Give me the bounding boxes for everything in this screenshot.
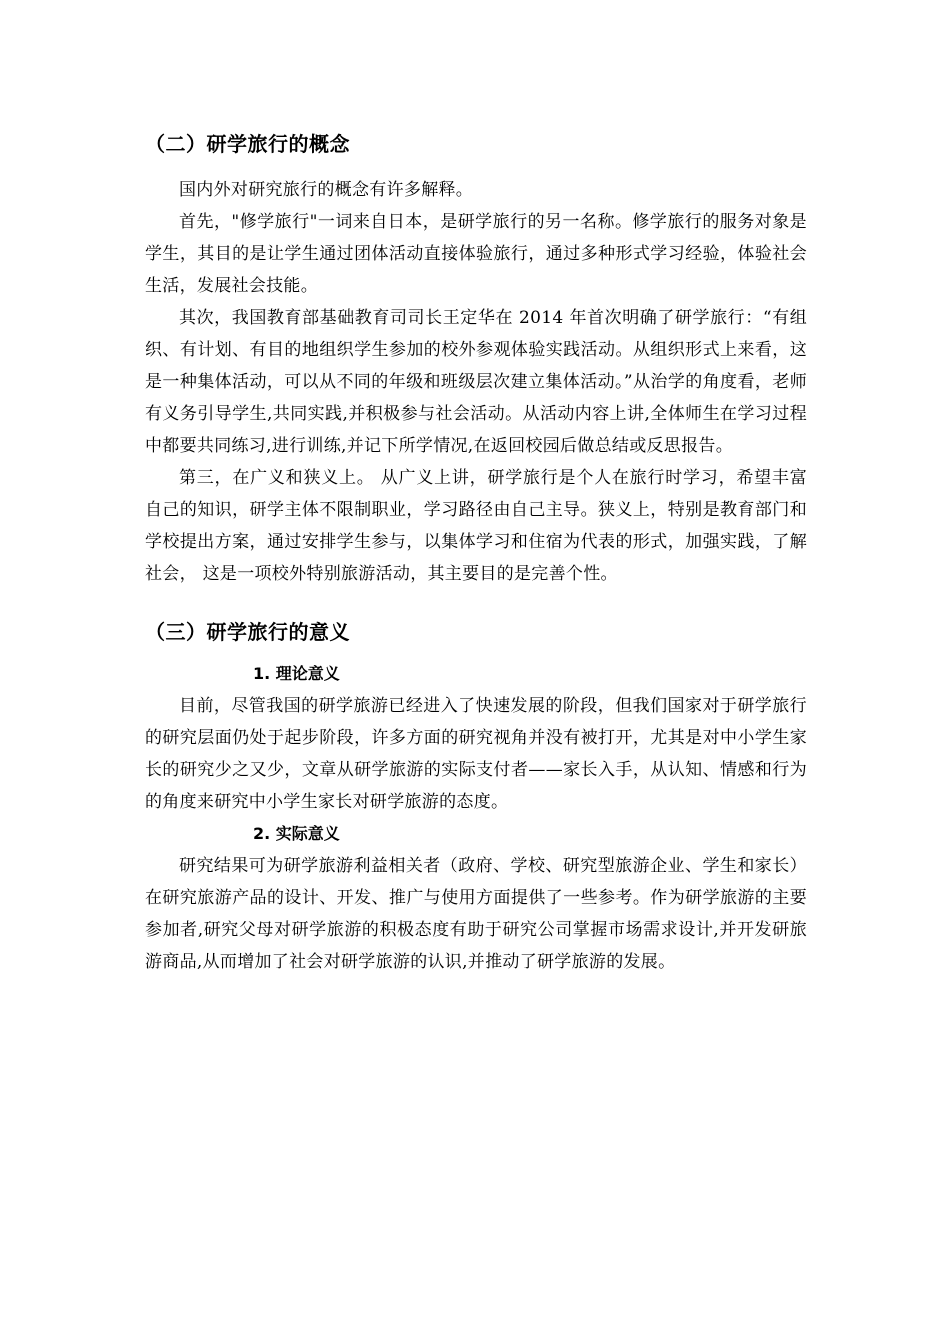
section-heading-concept: （二）研学旅行的概念 [145, 132, 350, 156]
section-heading-significance: （三）研学旅行的意义 [145, 620, 350, 644]
subheading-practical: 2. 实际意义 [253, 824, 340, 843]
paragraph-first: 首先，"修学旅行"一词来自日本，是研学旅行的另一名称。修学旅行的服务对象是学生，其目的是让学生通过团体活动直接体验旅行，通过多种形式学习经验，体验社会生活，发展社会技能。 [145, 212, 807, 296]
paragraph-second: 其次，我国教育部基础教育司司长王定华在 2014 年首次明确了研学旅行：“有组织、有计划、有目的地组织学生参加的校外参观体验实践活动。从组织形式上来看，这是一种集体活动，可以从不同的年级和班级层次建立集体活动。”从治学的角度看，老师有义务引导学生,共同实践,并积极参与社会活动。从活动内容上讲,全体师生在学习过程中都要共同练习,进行训练,并记下所学情况,在返回校园后做总结或反思报告。 [145, 308, 807, 456]
document-page [145, 120, 807, 978]
paragraph-theoretical: 目前，尽管我国的研学旅游已经进入了快速发展的阶段，但我们国家对于研学旅行的研究层面仍处于起步阶段，许多方面的研究视角并没有被打开，尤其是对中小学生家长的研究少之又少，文章从研学旅游的实际支付者——家长入手，从认知、情感和行为的角度来研究中小学生家长对研学旅游的态度。 [145, 696, 807, 812]
paragraph-intro: 国内外对研究旅行的概念有许多解释。 [179, 180, 474, 200]
subheading-theoretical: 1. 理论意义 [253, 664, 340, 683]
paragraph-practical: 研究结果可为研学旅游利益相关者（政府、学校、研究型旅游企业、学生和家长）在研究旅游产品的设计、开发、推广与使用方面提供了一些参考。作为研学旅游的主要参加者,研究父母对研学旅游的积极态度有助于研究公司掌握市场需求设计,并开发研旅游商品,从而增加了社会对研学旅游的认识,并推动了研学旅游的发展。 [145, 856, 807, 972]
paragraph-third: 第三，在广义和狭义上。 从广义上讲，研学旅行是个人在旅行时学习，希望丰富自己的知识，研学主体不限制职业，学习路径由自己主导。狭义上，特别是教育部门和学校提出方案，通过安排学生参与，以集体学习和住宿为代表的形式，加强实践，了解社会， 这是一项校外特别旅游活动，其主要目的是完善个性。 [145, 468, 807, 584]
